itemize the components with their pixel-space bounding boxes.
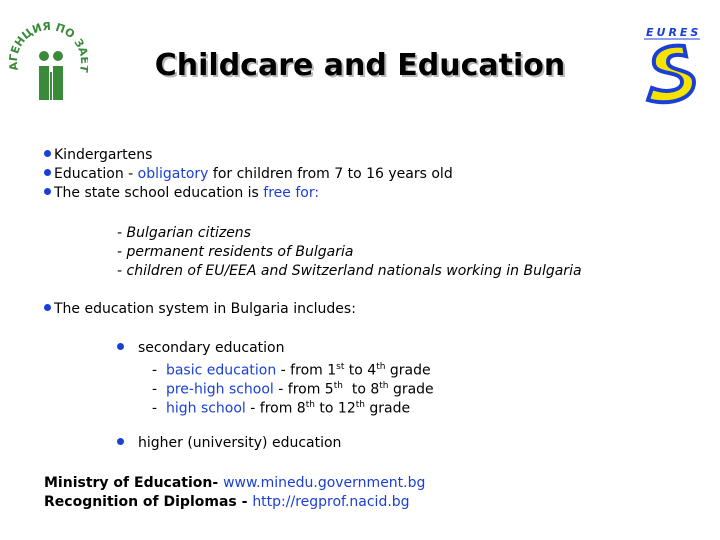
free-for-item: - permanent residents of Bulgaria — [117, 244, 354, 260]
diplomas-line: Recognition of Diplomas - http://regprof.nacid.bg — [44, 494, 410, 510]
logo-left-text: АГЕНЦИЯ ПО З — [6, 19, 87, 72]
bullet-icon — [44, 150, 51, 157]
secondary-education: secondary education — [117, 339, 284, 358]
bullet-education: Education - obligatory for children from 7 to 16 years old — [44, 165, 453, 184]
bullet-icon — [117, 343, 124, 350]
free-for-item: - Bulgarian citizens — [117, 225, 251, 241]
secondary-item: - basic education - from 1st to 4th grade — [152, 362, 431, 379]
secondary-item: - pre-high school - from 5th to 8th grade — [152, 381, 434, 398]
bullet-state-school: The state school education is free for: — [44, 184, 319, 203]
diplomas-link[interactable]: http://regprof.nacid.bg — [252, 494, 410, 510]
bullet-education-system: The education system in Bulgaria includes: — [44, 300, 356, 319]
logo-right-text: EURES — [646, 26, 702, 39]
free-for-item: - children of EU/EEA and Switzerland nationals working in Bulgaria — [117, 263, 582, 279]
ministry-line: Ministry of Education- www.minedu.government.bg — [44, 475, 426, 491]
bullet-icon — [44, 304, 51, 311]
bullet-icon — [44, 169, 51, 176]
secondary-item: - high school - from 8th to 12th grade — [152, 400, 411, 417]
bullet-icon — [117, 438, 124, 445]
page-title: Childcare and Education — [154, 48, 566, 83]
bullet-icon — [44, 188, 51, 195]
ministry-link[interactable]: www.minedu.government.bg — [223, 475, 426, 491]
higher-education: higher (university) education — [117, 434, 341, 453]
bullet-kindergartens: Kindergartens — [44, 146, 152, 165]
